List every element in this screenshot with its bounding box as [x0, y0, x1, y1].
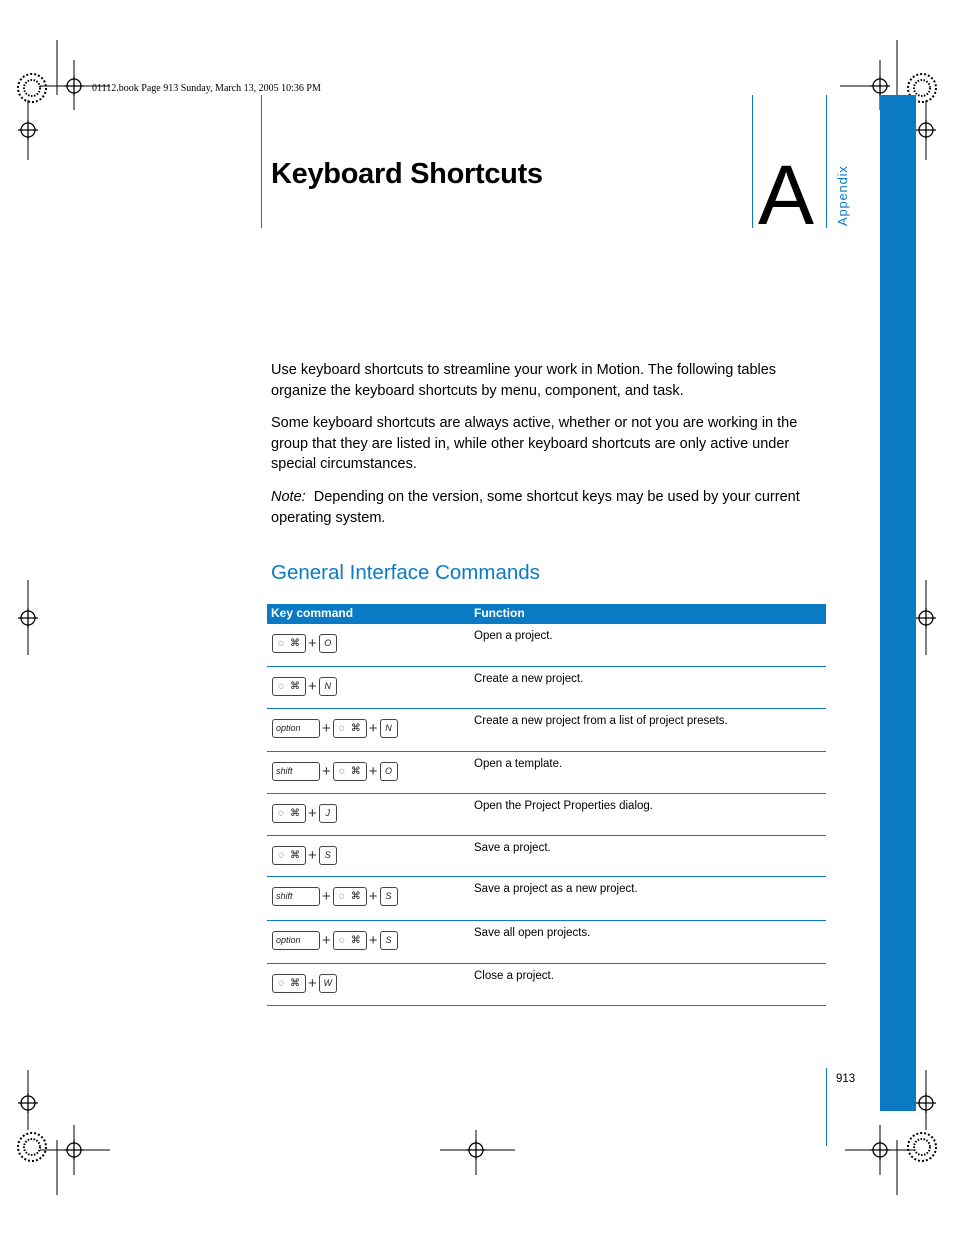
letter-key: N [319, 677, 337, 696]
cmd-symbol-icon: ⌘ [290, 849, 300, 861]
command-key-icon [272, 634, 306, 653]
table-row [267, 836, 826, 877]
key-combination [272, 632, 337, 654]
key-combination [272, 802, 337, 824]
function-description: Save a project as a new project. [474, 883, 638, 895]
letter-key: J [319, 804, 337, 823]
intro-paragraph-1: Use keyboard shortcuts to streamline your work in Motion. The following tables organize the keyboard shortcuts by menu, component, and task. [271, 362, 777, 399]
table-row [267, 964, 826, 1006]
table-row [267, 877, 826, 921]
table-row [267, 667, 826, 709]
command-key-icon [272, 677, 306, 696]
table-row [267, 624, 826, 667]
title-rule [261, 95, 262, 228]
command-key-icon [272, 974, 306, 993]
function-description: Open the Project Properties dialog. [474, 800, 653, 812]
apple-icon: ◌ [278, 637, 284, 649]
function-description: Save a project. [474, 842, 551, 854]
function-description: Create a new project from a list of project presets. [474, 715, 728, 727]
function-description: Create a new project. [474, 673, 584, 685]
apple-icon: ◌ [278, 807, 284, 819]
command-key-icon [333, 887, 367, 906]
intro-paragraph-2: Some keyboard shortcuts are always active, whether or not you are working in the group that they are listed in, while other keyboard shortcuts are only active under special circumstances. [271, 415, 798, 472]
command-key-icon [333, 762, 367, 781]
key-combination [272, 885, 398, 907]
shift-key: shift [272, 887, 320, 906]
cmd-symbol-icon: ⌘ [290, 977, 300, 989]
plus-sign: + [322, 762, 331, 780]
command-key-icon [333, 719, 367, 738]
option-key: option [272, 931, 320, 950]
plus-sign: + [308, 974, 317, 992]
letter-key: S [380, 887, 398, 906]
key-combination [272, 760, 398, 782]
footer-rule [826, 1068, 827, 1146]
command-key-icon [272, 846, 306, 865]
table-row [267, 752, 826, 794]
command-key-icon [333, 931, 367, 950]
apple-icon: ◌ [338, 765, 345, 777]
shift-key: shift [272, 762, 320, 781]
cmd-symbol-icon: ⌘ [350, 765, 361, 777]
plus-sign: + [368, 887, 378, 905]
apple-icon: ◌ [338, 934, 345, 946]
section-heading: General Interface Commands [271, 561, 540, 584]
letter-key: S [319, 846, 337, 865]
key-combination [272, 675, 337, 697]
apple-icon: ◌ [278, 849, 284, 861]
plus-sign: + [308, 804, 317, 822]
note-paragraph [271, 487, 811, 528]
page-number: 913 [836, 1073, 856, 1085]
apple-icon: ◌ [338, 722, 345, 734]
key-combination [272, 844, 337, 866]
function-description: Open a template. [474, 758, 563, 770]
table-row [267, 794, 826, 836]
label-rule [826, 95, 827, 228]
option-key: option [272, 719, 320, 738]
table-row [267, 709, 826, 752]
plus-sign: + [368, 762, 378, 780]
command-key-icon [272, 804, 306, 823]
header-key-command: Key command [271, 606, 354, 620]
key-combination [272, 972, 337, 994]
appendix-label: Appendix [835, 165, 850, 226]
cmd-symbol-icon: ⌘ [290, 637, 300, 649]
key-combination [272, 717, 398, 739]
note-label: Note: [271, 489, 306, 505]
function-description: Save all open projects. [474, 927, 591, 939]
side-tab-bar [880, 95, 916, 1111]
plus-sign: + [322, 887, 331, 905]
apple-icon: ◌ [338, 890, 345, 902]
apple-icon: ◌ [278, 680, 284, 692]
function-description: Open a project. [474, 630, 553, 642]
plus-sign: + [322, 719, 331, 737]
letter-key: O [319, 634, 337, 653]
header-function: Function [474, 606, 525, 620]
apple-icon: ◌ [278, 977, 284, 989]
plus-sign: + [308, 634, 317, 652]
letter-key: N [380, 719, 398, 738]
function-description: Close a project. [474, 970, 554, 982]
plus-sign: + [322, 931, 331, 949]
plus-sign: + [368, 931, 378, 949]
plus-sign: + [308, 677, 317, 695]
letter-key: W [319, 974, 337, 993]
letter-key: S [380, 931, 398, 950]
cmd-symbol-icon: ⌘ [290, 807, 300, 819]
cmd-symbol-icon: ⌘ [350, 890, 361, 902]
plus-sign: + [308, 846, 317, 864]
note-text: Depending on the version, some shortcut keys may be used by your current operating system. [271, 489, 800, 526]
plus-sign: + [368, 719, 378, 737]
table-row [267, 921, 826, 964]
key-combination [272, 929, 398, 951]
appendix-letter: A [758, 148, 815, 242]
letter-rule [752, 95, 753, 228]
cmd-symbol-icon: ⌘ [350, 722, 361, 734]
cmd-symbol-icon: ⌘ [290, 680, 300, 692]
print-info: 01112.book Page 913 Sunday, March 13, 2005 10:36 PM [92, 83, 321, 94]
letter-key: O [380, 762, 398, 781]
table-header [267, 604, 826, 624]
page-title: Keyboard Shortcuts [271, 158, 543, 190]
cmd-symbol-icon: ⌘ [350, 934, 361, 946]
